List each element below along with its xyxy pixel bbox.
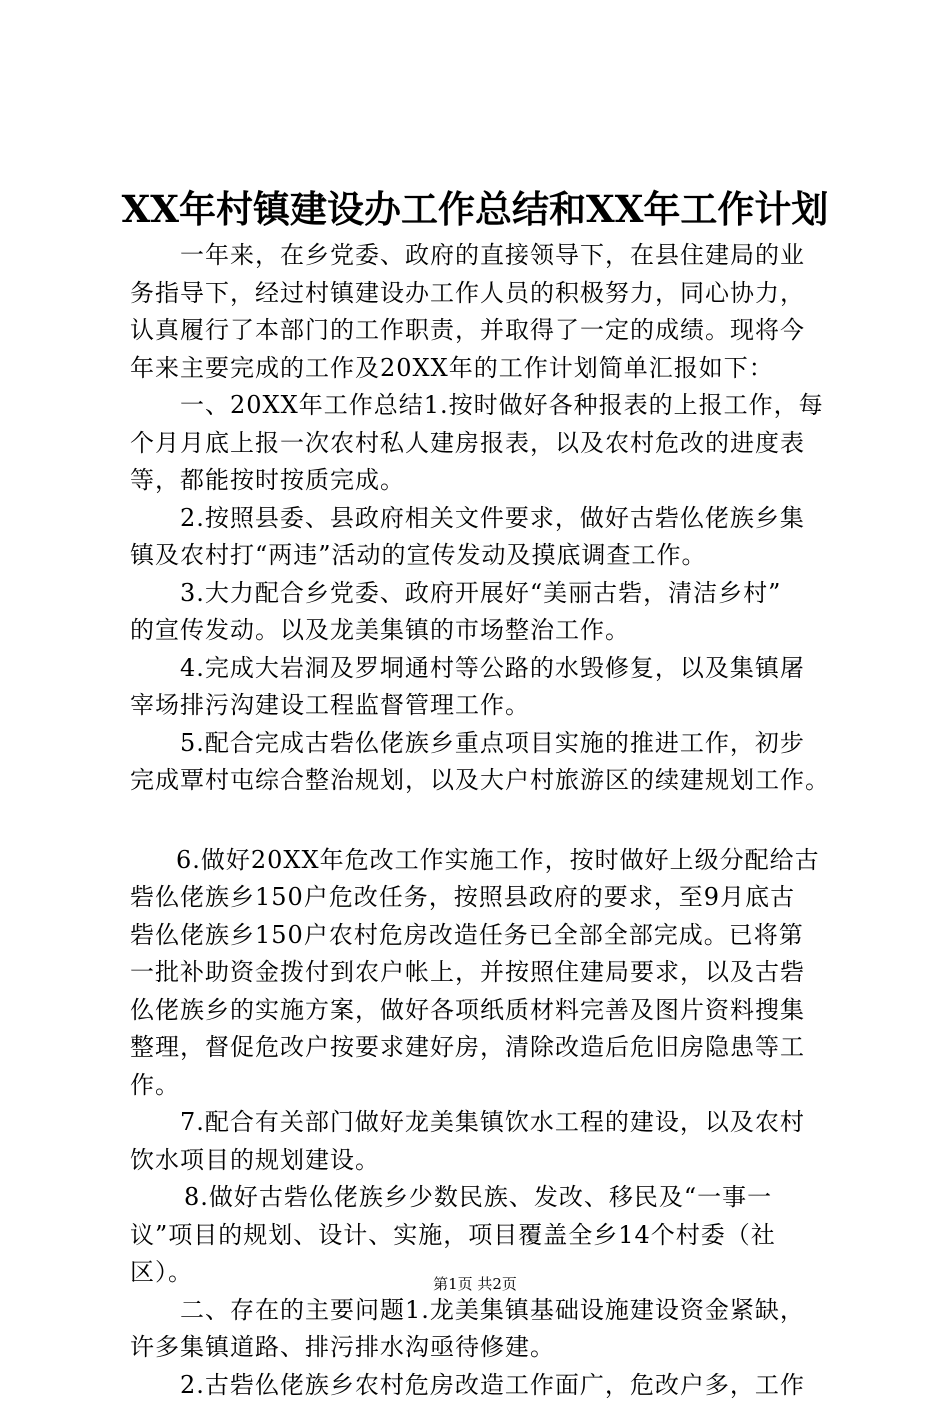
paragraph-line: 完成覃村屯综合整治规划，以及大户村旅游区的续建规划工作。 xyxy=(130,762,850,800)
paragraph-line: 仫佬族乡的实施方案，做好各项纸质材料完善及图片资料搜集 xyxy=(130,992,850,1030)
paragraph-line: 许多集镇道路、排污排水沟亟待修建。 xyxy=(130,1329,850,1367)
paragraph-line: 2.按照县委、县政府相关文件要求，做好古砦仫佬族乡集 xyxy=(130,500,850,538)
paragraph-line: 个月月底上报一次农村私人建房报表，以及农村危改的进度表 xyxy=(130,425,850,463)
document-title: XX年村镇建设办工作总结和XX年工作计划 xyxy=(0,183,950,235)
paragraph-line: 8.做好古砦仫佬族乡少数民族、发改、移民及“一事一 xyxy=(130,1179,850,1217)
paragraph-line: 宰场排污沟建设工程监督管理工作。 xyxy=(130,687,850,725)
paragraph-line: 5.配合完成古砦仫佬族乡重点项目实施的推进工作，初步 xyxy=(130,725,850,763)
paragraph-line: 4.完成大岩洞及罗垌通村等公路的水毁修复，以及集镇屠 xyxy=(130,650,850,688)
paragraph-line: 议”项目的规划、设计、实施，项目覆盖全乡14个村委（社 xyxy=(130,1217,850,1255)
paragraph-line: 饮水项目的规划建设。 xyxy=(130,1142,850,1180)
paragraph-line: 年来主要完成的工作及20XX年的工作计划简单汇报如下： xyxy=(130,350,850,388)
paragraph-line: 砦仫佬族乡150户危改任务，按照县政府的要求，至9月底古 xyxy=(130,879,850,917)
paragraph-line: 砦仫佬族乡150户农村危房改造任务已全部全部完成。已将第 xyxy=(130,917,850,955)
paragraph-line: 的宣传发动。以及龙美集镇的市场整治工作。 xyxy=(130,612,850,650)
page-footer: 第1页 共2页 xyxy=(0,1274,950,1294)
blank-line xyxy=(130,800,850,842)
paragraph-line: 务指导下，经过村镇建设办工作人员的积极努力，同心协力， xyxy=(130,275,850,313)
paragraph-line: 3.大力配合乡党委、政府开展好“美丽古砦，清洁乡村” xyxy=(130,575,850,613)
paragraph-line: 区）。 xyxy=(130,1254,850,1292)
paragraph-line: 认真履行了本部门的工作职责，并取得了一定的成绩。现将今 xyxy=(130,312,850,350)
paragraph-line: 6.做好20XX年危改工作实施工作，按时做好上级分配给古 xyxy=(130,842,850,880)
paragraph-line: 二、存在的主要问题1.龙美集镇基础设施建设资金紧缺， xyxy=(130,1292,850,1330)
paragraph-line: 7.配合有关部门做好龙美集镇饮水工程的建设，以及农村 xyxy=(130,1104,850,1142)
paragraph-line: 一、20XX年工作总结1.按时做好各种报表的上报工作，每 xyxy=(130,387,850,425)
paragraph-line: 2.古砦仫佬族乡农村危房改造工作面广，危改户多，工作 xyxy=(130,1367,850,1404)
paragraph-line: 一批补助资金拨付到农户帐上，并按照住建局要求，以及古砦 xyxy=(130,954,850,992)
paragraph-line: 等，都能按时按质完成。 xyxy=(130,462,850,500)
paragraph-line: 整理，督促危改户按要求建好房，清除改造后危旧房隐患等工 xyxy=(130,1029,850,1067)
paragraph-line: 镇及农村打“两违”活动的宣传发动及摸底调查工作。 xyxy=(130,537,850,575)
document-body xyxy=(130,237,850,1404)
paragraph-line: 一年来，在乡党委、政府的直接领导下，在县住建局的业 xyxy=(130,237,850,275)
paragraph-line: 作。 xyxy=(130,1067,850,1105)
